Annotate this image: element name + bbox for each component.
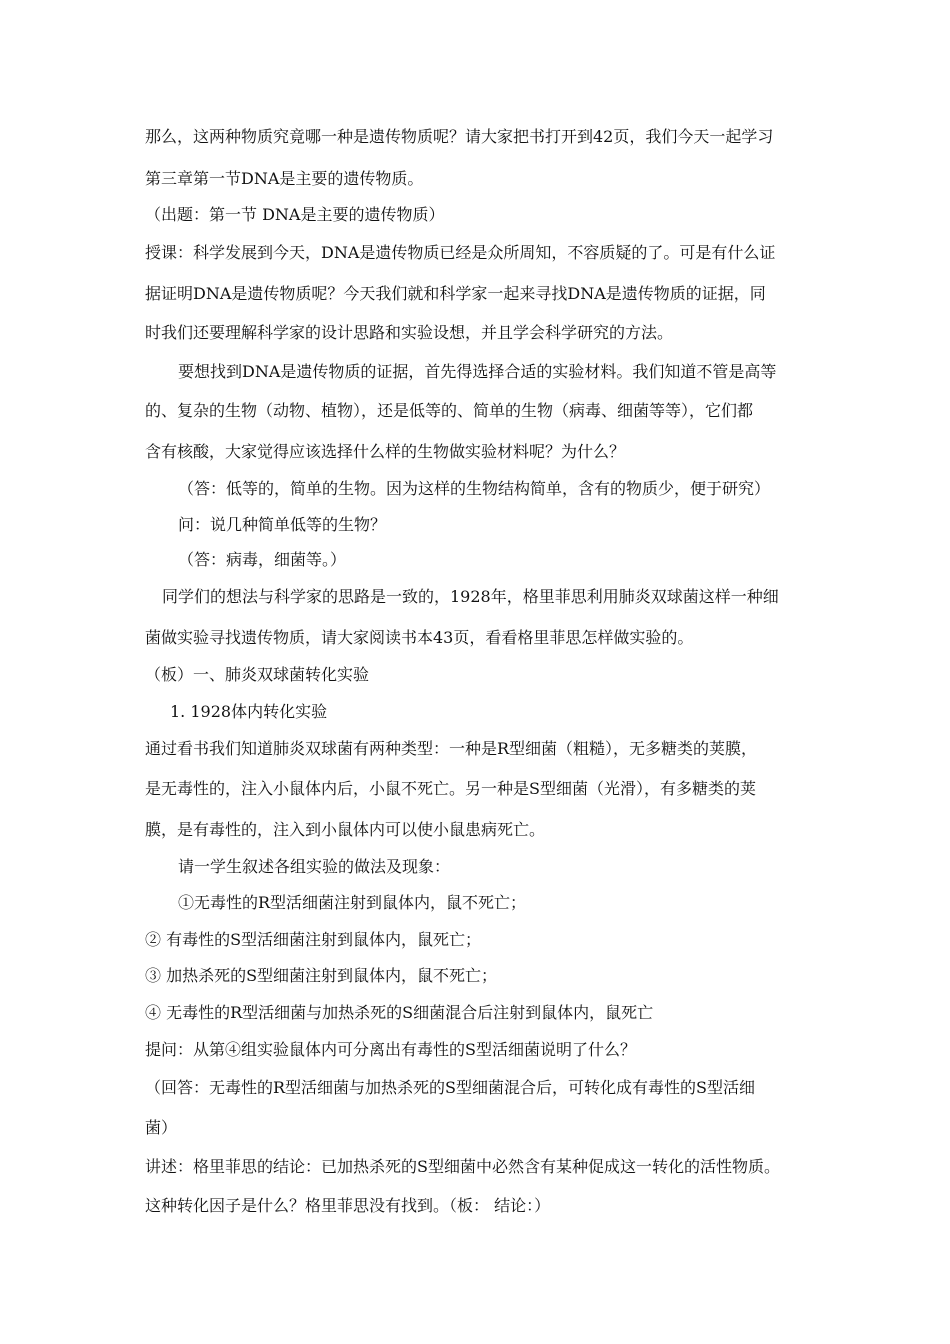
text-line: 的、复杂的生物（动物、植物），还是低等的、简单的生物（病毒、细菌等等），它们都 xyxy=(145,401,754,420)
text-line: 膜，是有毒性的，注入到小鼠体内可以使小鼠患病死亡。 xyxy=(145,820,546,839)
text-line: 菌做实验寻找遗传物质，请大家阅读书本43页，看看格里菲思怎样做实验的。 xyxy=(145,628,694,647)
text-line: 是无毒性的，注入小鼠体内后，小鼠不死亡。另一种是S型细菌（光滑），有多糖类的荚 xyxy=(145,779,756,798)
list-item: ③ 加热杀死的S型细菌注射到鼠体内，鼠不死亡； xyxy=(145,966,498,985)
text-line: （答：低等的，简单的生物。因为这样的生物结构简单，含有的物质少，便于研究） xyxy=(178,479,771,498)
text-line: 这种转化因子是什么？格里菲思没有找到。（板： 结论：） xyxy=(145,1196,551,1215)
text-line: 含有核酸，大家觉得应该选择什么样的生物做实验材料呢？为什么？ xyxy=(145,442,626,461)
text-line: 同学们的想法与科学家的思路是一致的，1928年，格里菲思利用肺炎双球菌这样一种细 xyxy=(162,587,779,606)
section-heading: （板）一、肺炎双球菌转化实验 xyxy=(145,665,370,684)
text-line: （出题：第一节 DNA是主要的遗传物质） xyxy=(145,205,445,224)
list-item: ①无毒性的R型活细菌注射到鼠体内，鼠不死亡； xyxy=(178,893,527,912)
text-line: 时我们还要理解科学家的设计思路和实验设想，并且学会科学研究的方法。 xyxy=(145,323,674,342)
text-line: 问：说几种简单低等的生物？ xyxy=(178,515,387,534)
text-line: （答：病毒，细菌等。） xyxy=(178,550,347,569)
text-line: 提问：从第④组实验鼠体内可分离出有毒性的S型活细菌说明了什么？ xyxy=(145,1040,636,1059)
text-line: 菌） xyxy=(145,1118,178,1137)
text-line: （回答：无毒性的R型活细菌与加热杀死的S型细菌混合后，可转化成有毒性的S型活细 xyxy=(145,1078,755,1097)
text-line: 授课：科学发展到今天，DNA是遗传物质已经是众所周知，不容质疑的了。可是有什么证 xyxy=(145,243,776,262)
text-line: 那么，这两种物质究竟哪一种是遗传物质呢？请大家把书打开到42页，我们今天一起学习 xyxy=(145,127,774,146)
text-line: 要想找到DNA是遗传物质的证据，首先得选择合适的实验材料。我们知道不管是高等 xyxy=(178,362,777,381)
list-item: ② 有毒性的S型活细菌注射到鼠体内，鼠死亡； xyxy=(145,930,482,949)
text-line: 讲述：格里菲思的结论：已加热杀死的S型细菌中必然含有某种促成这一转化的活性物质。 xyxy=(145,1157,780,1176)
subsection-heading: 1. 1928体内转化实验 xyxy=(170,702,328,721)
text-line: 通过看书我们知道肺炎双球菌有两种类型：一种是R型细菌（粗糙），无多糖类的荚膜， xyxy=(145,739,758,758)
text-line: 据证明DNA是遗传物质呢？今天我们就和科学家一起来寻找DNA是遗传物质的证据，同 xyxy=(145,284,766,303)
text-line: 请一学生叙述各组实验的做法及现象： xyxy=(178,857,451,876)
list-item: ④ 无毒性的R型活细菌与加热杀死的S细菌混合后注射到鼠体内，鼠死亡 xyxy=(145,1003,654,1022)
text-line: 第三章第一节DNA是主要的遗传物质。 xyxy=(145,169,424,188)
